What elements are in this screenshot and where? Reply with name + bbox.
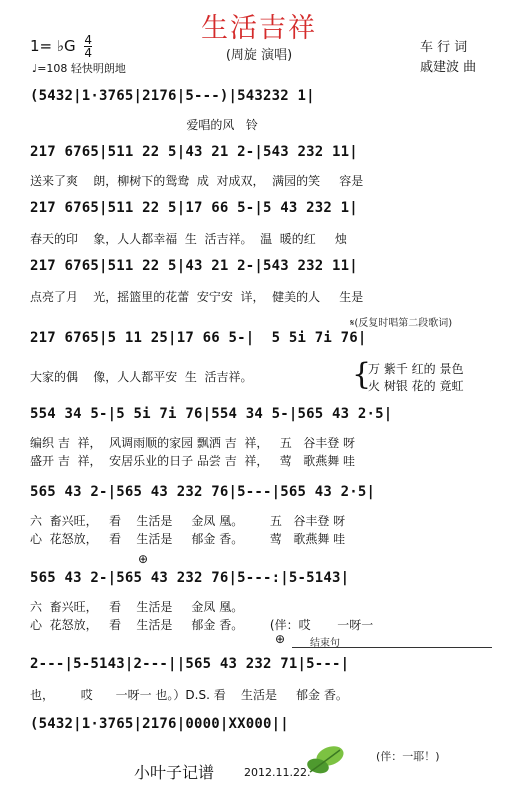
score-line-9: 2---|5-5143|2---||565 43 232 71|5---| [30, 656, 350, 672]
time-sig-top: 4 [84, 33, 93, 47]
coda-icon: ⊕ [138, 552, 149, 566]
coda-icon-2: ⊕ [275, 632, 286, 646]
score-line-7: 565 43 2-|565 43 232 76|5---|565 43 2·5| [30, 484, 376, 500]
lyric-line-8a: 六 畜兴旺， 看 生活是 金凤 凰。 [30, 600, 244, 614]
lyric-line-1: 爱唱的风 铃 [30, 118, 258, 132]
lyric-line-5: 大家的偶 像，人人都平安 生 活吉祥。 [30, 370, 253, 384]
transcription-date: 2012.11.22. [244, 766, 311, 779]
leaf-icon [300, 742, 348, 778]
score-line-4: 217 6765|511 22 5|43 21 2-|543 232 11| [30, 258, 358, 274]
repeat-hint [350, 314, 452, 329]
score-line-5: 217 6765|5 11 25|17 66 5-| 5 5i 7i 76| [30, 330, 367, 346]
performer-subtitle: (周旋 演唱) [225, 48, 293, 63]
alt-lyric-1: 万 紫千 红的 景色 [368, 362, 464, 376]
alt-lyric-2: 火 树银 花的 竟虹 [368, 379, 464, 393]
time-signature [84, 34, 92, 59]
lyric-line-4: 点亮了月 光，摇篮里的花蕾 安宁安 详， 健美的人 生是 [30, 290, 364, 304]
lyric-line-6b: 盛开 吉 祥， 安居乐业的日子 品尝 吉 祥， 莺 歌燕舞 哇 [30, 454, 356, 468]
song-title: 生活吉祥 [201, 13, 317, 44]
lyric-line-6a: 编织 吉 祥， 风调雨顺的家园 飘洒 吉 祥， 五 谷丰登 呀 [30, 436, 356, 450]
score-line-1: (5432|1·3765|2176|5---)|543232 1| [30, 88, 315, 104]
transcriber-signature: 小叶子记谱 [134, 763, 215, 782]
key-signature [30, 34, 92, 59]
lyric-line-3: 春天的印 象，人人都幸福 生 活吉祥。 温 暖的红 烛 [30, 232, 347, 246]
ending-bracket [292, 647, 492, 648]
segno-icon: 𝄋 [350, 318, 355, 329]
lyric-line-7b: 心 花怒放， 看 生活是 郁金 香。 莺 歌燕舞 哇 [30, 532, 346, 546]
composer-credit: 戚建波 曲 [420, 60, 477, 75]
time-sig-bottom: 4 [84, 46, 93, 60]
lyric-line-2: 送来了爽 朗，柳树下的鸳鸯 成 对成双， 满园的笑 容是 [30, 174, 364, 188]
lyric-line-9: 也， 哎 一呀一 也。）D.S. 看 生活是 郁金 香。 [30, 688, 348, 702]
lyric-line-7a: 六 畜兴旺， 看 生活是 金凤 凰。 五 谷丰登 呀 [30, 514, 346, 528]
score-line-10: (5432|1·3765|2176|0000|XX000|| [30, 716, 289, 732]
key-label: 1= ♭G [30, 37, 76, 55]
verse-brace-icon: { [352, 357, 372, 392]
score-line-3: 217 6765|511 22 5|17 66 5-|5 43 232 1| [30, 200, 358, 216]
repeat-hint-text: (反复时唱第二段歌词) [354, 318, 453, 329]
score-line-2: 217 6765|511 22 5|43 21 2-|543 232 11| [30, 144, 358, 160]
ending-label: 结束句 [310, 638, 340, 649]
score-line-8: 565 43 2-|565 43 232 76|5---:|5-5143| [30, 570, 350, 586]
tempo-marking: ♩=108 轻快明朗地 [32, 62, 126, 75]
score-line-6: 554 34 5-|5 5i 7i 76|554 34 5-|565 43 2·5| [30, 406, 393, 422]
lyric-line-8b: 心 花怒放， 看 生活是 郁金 香。 (伴：哎 一呀一 [30, 618, 374, 632]
lyricist-credit: 车 行 词 [420, 40, 468, 55]
end-accompaniment: (伴：一耶！) [376, 750, 440, 763]
